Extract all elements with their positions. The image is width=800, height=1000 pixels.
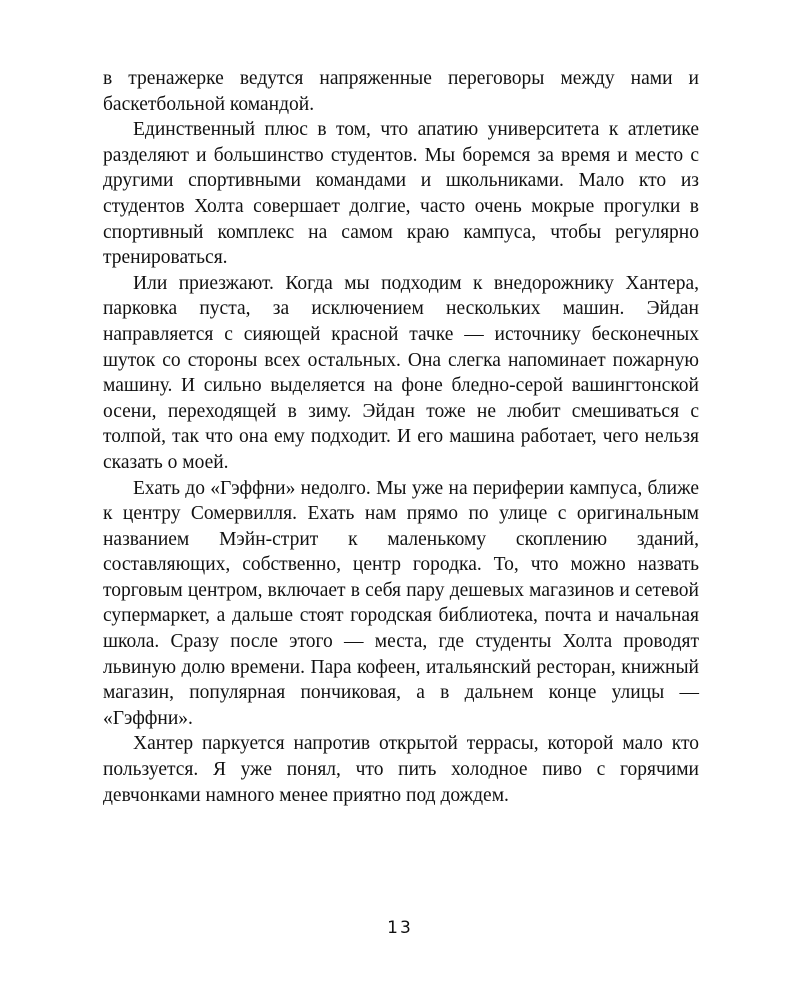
paragraph-3: Или приезжают. Когда мы подходим к внедорожнику Хантера, парковка пуста, за исключением нескольких машин. Эйдан направляется с сияющей красной тачке — источнику бесконечных шуток со стороны всех остальных. Она слегка напоминает пожарную машину. И сильно выделяется на фоне бледно-серой вашингтонской осени, переходящей в зиму. Эйдан тоже не любит смешиваться с толпой, так что она ему подходит. И его машина работает, чего нельзя сказать о моей. bbox=[103, 272, 699, 473]
paragraph-1: в тренажерке ведутся напряженные переговоры между нами и баскетбольной командой. bbox=[103, 68, 699, 115]
paragraph-5: Хантер паркуется напротив открытой террасы, которой мало кто пользуется. Я уже понял, что пить холодное пиво с горячими девчонками намного менее приятно под дождем. bbox=[103, 733, 699, 806]
book-page-text bbox=[103, 66, 699, 808]
page-number: 13 bbox=[387, 918, 413, 938]
paragraph-2: Единственный плюс в том, что апатию университета к атлетике разделяют и большинство студентов. Мы боремся за время и место с другими спортивными командами и школьниками. Мало кто из студентов Холта совершает долгие, часто очень мокрые прогулки в спортивный комплекс на самом краю кампуса, чтобы регулярно тренироваться. bbox=[103, 119, 699, 269]
paragraph-4: Ехать до «Гэффни» недолго. Мы уже на периферии кампуса, ближе к центру Сомервилля. Ехать нам прямо по улице с оригинальным названием Мэйн-стрит к маленькому скоплению зданий, составляющих, собственно, центр городка. То, что можно назвать торговым центром, включает в себя пару дешевых магазинов и сетевой супермаркет, а дальше стоят городская библиотека, почта и начальная школа. Сразу после этого — места, где студенты Холта проводят львиную долю времени. Пара кофеен, итальянский ресторан, книжный магазин, популярная пончиковая, а в дальнем конце улицы — «Гэффни». bbox=[103, 477, 699, 729]
